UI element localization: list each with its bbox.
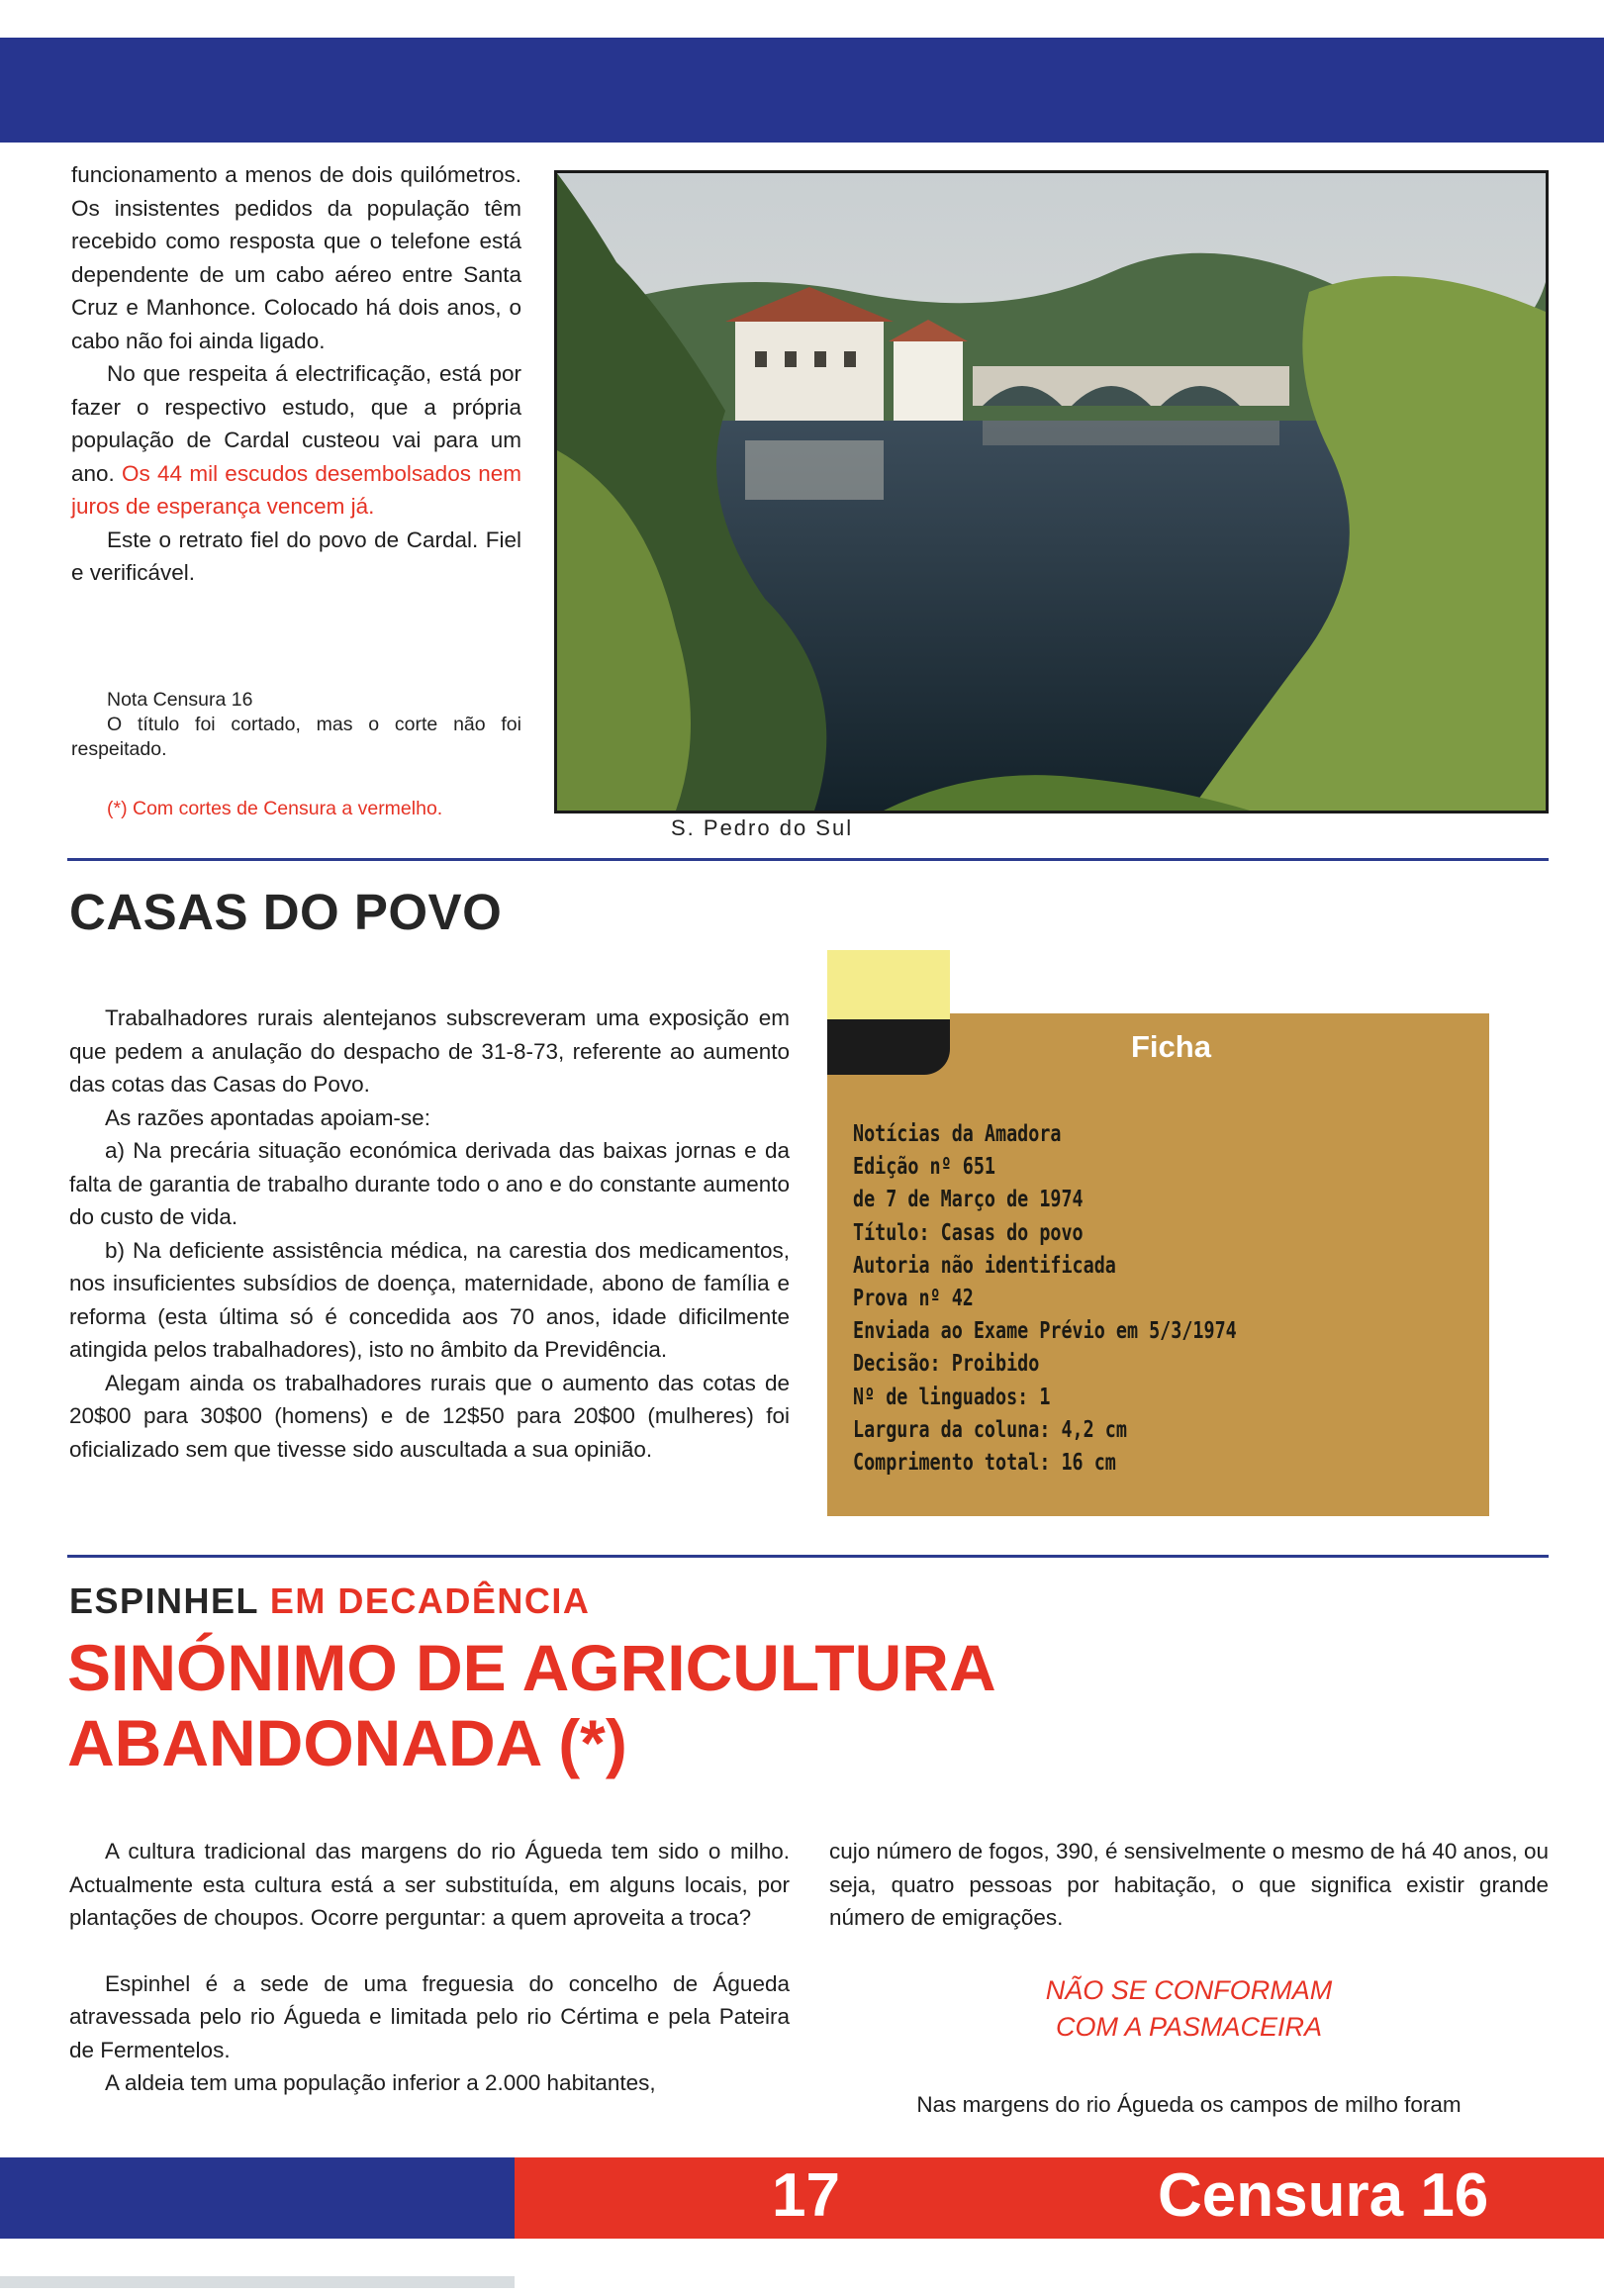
page-number: 17	[772, 2161, 840, 2230]
cardal-paragraph: Este o retrato fiel do povo de Cardal. Fiel e verificável.	[71, 526, 521, 585]
photo-caption: S. Pedro do Sul	[671, 815, 854, 840]
espinhel-headline	[67, 1630, 996, 1780]
ficha-line: Título: Casas do povo	[853, 1219, 1084, 1246]
headline-line: ABANDONADA (*)	[67, 1706, 627, 1779]
ficha-line: Prova nº 42	[853, 1286, 974, 1312]
censorship-note	[71, 688, 521, 762]
espinhel-column-left	[69, 1835, 790, 2100]
ficha-line: Edição nº 651	[853, 1154, 996, 1181]
casas-paragraph: b) Na deficiente assistência médica, na carestia dos medicamentos, nos insuficientes subsídios de doença, maternidade, abono de família e reforma (esta última só é concedida aos 70 anos, idade dificilmente atingida pelos trabalhadores), isto no âmbito da Previdência.	[69, 1237, 790, 1362]
espinhel-paragraph: Espinhel é a sede de uma freguesia do concelho de Águeda atravessada pelo rio Águeda e limitada pelo rio Cértima e pela Pateira de Fermentelos.	[69, 1970, 790, 2062]
paragraph-spacer	[69, 1935, 790, 1967]
espinhel-kicker	[69, 1580, 590, 1622]
cardal-text: No que respeita á electrificação, está por fazer o respectivo estudo, que a própria população de Cardal custeou vai para um ano.	[71, 361, 521, 486]
casas-heading: CASAS DO POVO	[69, 884, 503, 940]
ficha-details	[853, 1118, 1237, 1480]
ficha-line: Autoria não identificada	[853, 1252, 1116, 1279]
ficha-line: de 7 de Março de 1974	[853, 1187, 1084, 1213]
espinhel-subheading	[829, 1972, 1549, 2046]
kicker-black: ESPINHEL	[69, 1580, 259, 1621]
cardal-paragraph: funcionamento a menos de dois quilómetros. Os insistentes pedidos da população têm recebido como resposta que o telefone está dependente de um cabo aéreo entre Santa Cruz e Manhonce. Colocado há dois anos, o cabo não foi ainda ligado.	[71, 162, 521, 353]
casas-paragraph: a) Na precária situação económica derivada das baixas jornas e da falta de garantia de trabalho durante todo o ano e do constante aumento do custo de vida.	[69, 1138, 790, 1229]
espinhel-paragraph: A aldeia tem uma população inferior a 2.000 habitantes,	[105, 2070, 656, 2095]
note-text: O título foi cortado, mas o corte não foi respeitado.	[71, 714, 521, 760]
ficha-line: Decisão: Proibido	[853, 1351, 1040, 1378]
publication-name: Censura 16	[1158, 2161, 1489, 2230]
casas-article-body	[69, 1002, 790, 1466]
top-color-band	[0, 38, 1604, 143]
ficha-line: Notícias da Amadora	[853, 1121, 1062, 1147]
landscape-illustration	[557, 173, 1546, 811]
subheading-line: COM A PASMACEIRA	[1055, 2012, 1323, 2042]
casas-paragraph: Trabalhadores rurais alentejanos subscreveram uma exposição em que pedem a anulação do despacho de 31-8-73, referente ao aumento das cotas das Casas do Povo.	[69, 1005, 790, 1097]
casas-paragraph: Alegam ainda os trabalhadores rurais que o aumento das cotas de 20$00 para 30$00 (homens) e de 12$50 para 20$00 (mulheres) foi oficializado sem que tivesse sido auscultada a sua opinião.	[69, 1370, 790, 1462]
bottom-strip	[0, 2276, 515, 2288]
subheading-line: NÃO SE CONFORMAM	[1045, 1975, 1333, 2005]
ficha-tab-dark	[827, 1019, 950, 1075]
espinhel-column-right	[829, 1835, 1549, 1935]
censored-text: Os 44 mil escudos desembolsados nem juros de esperança vencem já.	[71, 460, 521, 519]
ficha-title: Ficha	[1131, 1029, 1211, 1064]
ficha-line: Enviada ao Exame Prévio em 5/3/1974	[853, 1318, 1237, 1345]
footer-blue-band	[0, 2157, 515, 2239]
censorship-footnote: (*) Com cortes de Censura a vermelho.	[107, 798, 443, 819]
cardal-paragraph	[71, 357, 521, 524]
espinhel-paragraph: cujo número de fogos, 390, é sensivelmente o mesmo de há 40 anos, ou seja, quatro pessoas por habitação, o que significa existir grande número de emigrações.	[829, 1839, 1549, 1930]
kicker-red: EM DECADÊNCIA	[269, 1580, 591, 1621]
ficha-line: Largura da coluna: 4,2 cm	[853, 1416, 1127, 1443]
section-divider	[67, 1555, 1549, 1558]
ficha-line: Comprimento total: 16 cm	[853, 1450, 1116, 1477]
casas-paragraph: As razões apontadas apoiam-se:	[105, 1104, 430, 1130]
espinhel-paragraph: A cultura tradicional das margens do rio Águeda tem sido o milho. Actualmente esta cultura está a ser substituída, em alguns locais, por plantações de choupos. Ocorre perguntar: a quem aproveita a troca?	[69, 1839, 790, 1930]
ficha-line: Nº de linguados: 1	[853, 1384, 1051, 1410]
headline-line: SINÓNIMO DE AGRICULTURA	[67, 1631, 996, 1704]
river-bridge-photo	[554, 170, 1549, 813]
note-title: Nota Censura 16	[107, 689, 253, 711]
section-divider	[67, 858, 1549, 861]
espinhel-paragraph: Nas margens do rio Águeda os campos de milho foram	[916, 2092, 1462, 2117]
cardal-article-continuation	[71, 158, 521, 590]
